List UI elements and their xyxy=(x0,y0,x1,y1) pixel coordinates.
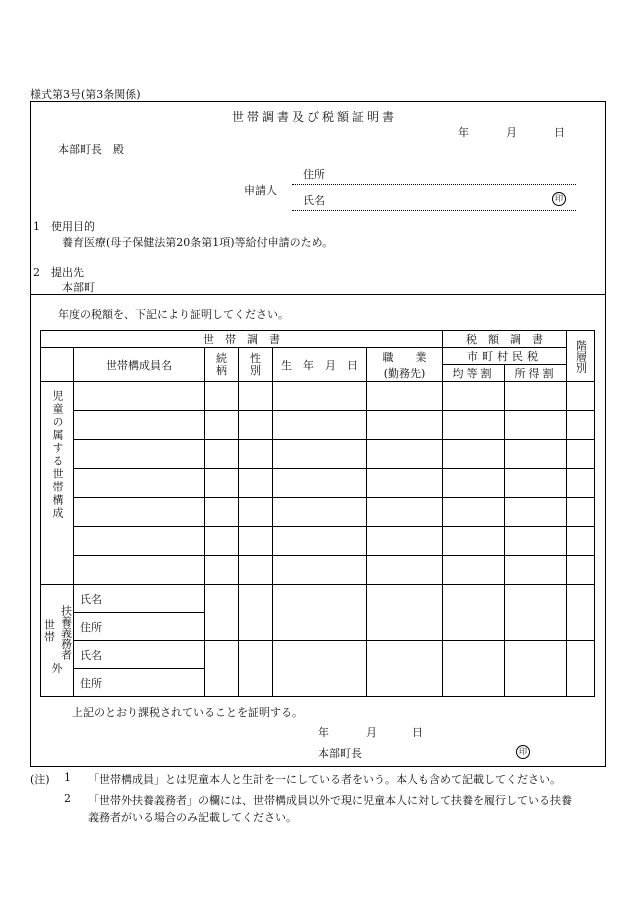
birth-cell[interactable] xyxy=(273,585,367,641)
applicant-seal-icon: 印 xyxy=(552,192,566,206)
income-cell[interactable] xyxy=(505,440,567,469)
note-1-text: 「世帯構成員」とは児童本人と生計を一にしている者をいう。本人も含めて記載してください。 xyxy=(88,773,561,786)
stratum-cell[interactable] xyxy=(567,641,595,697)
member-name-cell[interactable] xyxy=(74,440,205,469)
certify-text: 上記のとおり課税されていることを証明する。 xyxy=(72,706,303,719)
notes-label: (注) xyxy=(30,773,50,786)
side-supporter-label: 世帯 扶養義務者 外 xyxy=(41,585,74,697)
birth-cell[interactable] xyxy=(273,641,367,697)
applicant-address-label: 住所 xyxy=(303,168,325,181)
stratum-cell[interactable] xyxy=(567,556,595,585)
relation-cell[interactable] xyxy=(205,382,239,411)
supporter-2-address-label: 住所 xyxy=(74,669,205,697)
relation-cell[interactable] xyxy=(205,440,239,469)
section-divider xyxy=(30,294,606,295)
stratum-cell[interactable] xyxy=(567,411,595,440)
income-cell[interactable] xyxy=(505,498,567,527)
sex-cell[interactable] xyxy=(239,527,273,556)
birth-cell[interactable] xyxy=(273,382,367,411)
birth-cell[interactable] xyxy=(273,498,367,527)
submit-heading: 2 提出先 xyxy=(33,266,84,279)
income-cell[interactable] xyxy=(505,527,567,556)
certify-day-label: 日 xyxy=(412,726,423,739)
member-name-cell[interactable] xyxy=(74,556,205,585)
stratum-cell[interactable] xyxy=(567,440,595,469)
birth-cell[interactable] xyxy=(273,411,367,440)
job-cell[interactable] xyxy=(367,556,443,585)
per-capita-cell[interactable] xyxy=(443,556,505,585)
relation-cell[interactable] xyxy=(205,498,239,527)
relation-cell[interactable] xyxy=(205,411,239,440)
certify-month-label: 月 xyxy=(366,726,377,739)
submit-text: 本部町 xyxy=(62,281,95,294)
sex-cell[interactable] xyxy=(239,382,273,411)
group-tax-header: 税 額 調 書 xyxy=(443,331,567,348)
purpose-heading: 1 使用目的 xyxy=(33,220,95,233)
income-cell[interactable] xyxy=(505,382,567,411)
per-capita-cell[interactable] xyxy=(443,469,505,498)
note-1-number: 1 xyxy=(64,771,71,784)
sex-cell[interactable] xyxy=(239,411,273,440)
per-capita-cell[interactable] xyxy=(443,411,505,440)
per-capita-cell[interactable] xyxy=(443,641,505,697)
member-name-cell[interactable] xyxy=(74,527,205,556)
col-per-capita-header: 均等割 xyxy=(443,365,505,382)
col-income-header: 所得割 xyxy=(505,365,567,382)
col-job-header: 職 業 (勤務先) xyxy=(367,348,443,382)
per-capita-cell[interactable] xyxy=(443,440,505,469)
group-household-header: 世 帯 調 書 xyxy=(41,331,443,348)
sex-cell[interactable] xyxy=(239,498,273,527)
header-year-label: 年 xyxy=(458,126,469,139)
income-cell[interactable] xyxy=(505,641,567,697)
sex-cell[interactable] xyxy=(239,585,273,641)
header-day-label: 日 xyxy=(554,126,565,139)
col-member-name-header: 世帯構成員名 xyxy=(74,348,205,382)
col-relation-header: 続柄 xyxy=(205,348,239,382)
birth-cell[interactable] xyxy=(273,556,367,585)
sex-cell[interactable] xyxy=(239,641,273,697)
job-cell[interactable] xyxy=(367,498,443,527)
addressee: 本部町長 殿 xyxy=(58,143,124,156)
col-stratum-header: 階層別 xyxy=(567,331,595,382)
job-cell[interactable] xyxy=(367,585,443,641)
member-name-cell[interactable] xyxy=(74,411,205,440)
applicant-name-label: 氏名 xyxy=(303,194,325,207)
sex-cell[interactable] xyxy=(239,440,273,469)
relation-cell[interactable] xyxy=(205,556,239,585)
stratum-cell[interactable] xyxy=(567,469,595,498)
note-2-text-line2: 義務者がいる場合のみ記載してください。 xyxy=(88,811,297,824)
supporter-2-name-label: 氏名 xyxy=(74,641,205,669)
col-municipal-tax-header: 市町村民税 xyxy=(443,348,567,365)
member-name-cell[interactable] xyxy=(74,498,205,527)
header-month-label: 月 xyxy=(506,126,517,139)
applicant-address-line xyxy=(292,184,576,185)
sex-cell[interactable] xyxy=(239,556,273,585)
relation-cell[interactable] xyxy=(205,469,239,498)
job-cell[interactable] xyxy=(367,440,443,469)
birth-cell[interactable] xyxy=(273,469,367,498)
side-household-label: 児童の属する世帯構成 xyxy=(41,382,74,585)
stratum-cell[interactable] xyxy=(567,498,595,527)
supporter-1-address-label: 住所 xyxy=(74,613,205,641)
applicant-label: 申請人 xyxy=(244,184,277,197)
request-text: 年度の税額を、下記により証明してください。 xyxy=(58,308,289,321)
birth-cell[interactable] xyxy=(273,440,367,469)
col-birth-header: 生 年 月 日 xyxy=(273,348,367,382)
job-cell[interactable] xyxy=(367,527,443,556)
relation-cell[interactable] xyxy=(205,585,239,641)
per-capita-cell[interactable] xyxy=(443,585,505,641)
relation-cell[interactable] xyxy=(205,527,239,556)
household-tax-table xyxy=(40,330,595,697)
relation-cell[interactable] xyxy=(205,641,239,697)
per-capita-cell[interactable] xyxy=(443,527,505,556)
stratum-cell[interactable] xyxy=(567,585,595,641)
job-cell[interactable] xyxy=(367,641,443,697)
certify-year-label: 年 xyxy=(318,726,329,739)
side-blank-top xyxy=(41,348,74,382)
income-cell[interactable] xyxy=(505,469,567,498)
document-title: 世帯調書及び税額証明書 xyxy=(232,110,398,124)
applicant-name-line xyxy=(292,210,576,211)
member-name-cell[interactable] xyxy=(74,382,205,411)
stratum-cell[interactable] xyxy=(567,382,595,411)
income-cell[interactable] xyxy=(505,585,567,641)
stratum-cell[interactable] xyxy=(567,527,595,556)
col-sex-header: 性別 xyxy=(239,348,273,382)
supporter-1-name-label: 氏名 xyxy=(74,585,205,613)
job-cell[interactable] xyxy=(367,382,443,411)
job-cell[interactable] xyxy=(367,469,443,498)
birth-cell[interactable] xyxy=(273,527,367,556)
member-name-cell[interactable] xyxy=(74,469,205,498)
income-cell[interactable] xyxy=(505,556,567,585)
sex-cell[interactable] xyxy=(239,469,273,498)
per-capita-cell[interactable] xyxy=(443,498,505,527)
certifier: 本部町長 xyxy=(318,747,362,760)
per-capita-cell[interactable] xyxy=(443,382,505,411)
note-2-text-line1: 「世帯外扶養義務者」の欄には、世帯構成員以外で現に児童本人に対して扶養を履行している扶養 xyxy=(88,794,572,807)
form-id: 様式第3号(第3条関係) xyxy=(30,88,141,101)
job-cell[interactable] xyxy=(367,411,443,440)
note-2-number: 2 xyxy=(64,792,71,805)
certifier-seal-icon: 印 xyxy=(516,745,530,759)
purpose-text: 養育医療(母子保健法第20条第1項)等給付申請のため。 xyxy=(62,236,334,249)
income-cell[interactable] xyxy=(505,411,567,440)
